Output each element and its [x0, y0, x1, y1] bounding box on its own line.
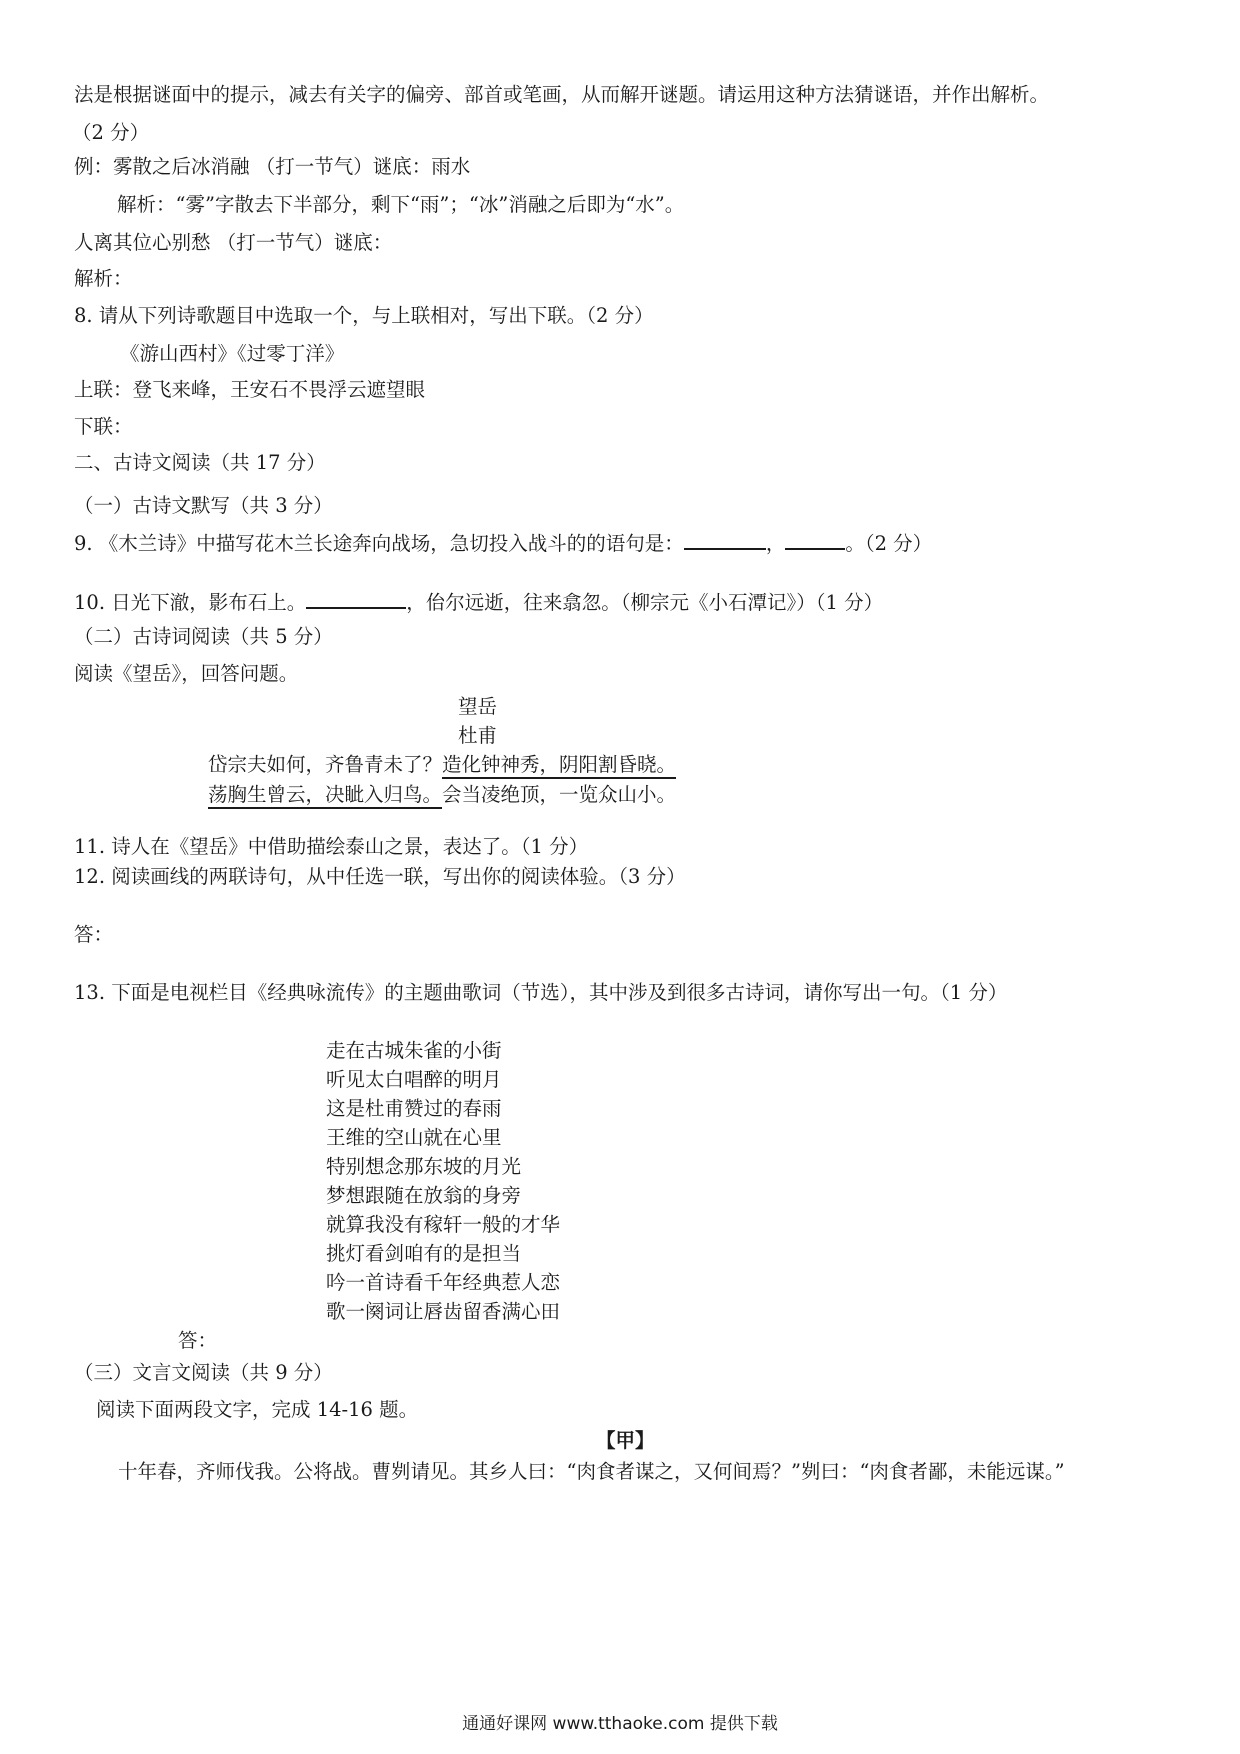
- sub2-instruction: 阅读《望岳》，回答问题。: [74, 662, 299, 685]
- poem-line-1b-underlined: 造化钟神秀，阴阳割昏晓。: [442, 753, 676, 779]
- lyric-line: 特别想念那东坡的月光: [326, 1155, 522, 1178]
- q12-text: 12. 阅读画线的两联诗句，从中任选一联，写出你的阅读体验。（3 分）: [74, 865, 686, 888]
- q13-text: 13. 下面是电视栏目《经典咏流传》的主题曲歌词（节选），其中涉及到很多古诗词，请你写出一句。（1 分）: [74, 981, 1008, 1004]
- q8-upper: 上联：登飞来峰，王安石不畏浮云遮望眼: [74, 378, 426, 401]
- lyric-line: 听见太白唱醉的明月: [326, 1068, 502, 1091]
- section2-title: 二、古诗文阅读（共 17 分）: [74, 451, 326, 474]
- sub1-title: （一）古诗文默写（共 3 分）: [74, 494, 333, 517]
- sub3-instruction: 阅读下面两段文字，完成 14-16 题。: [96, 1398, 419, 1421]
- q7-riddle: 人离其位心别愁 （打一节气）谜底：: [74, 231, 393, 254]
- q7-score: （2 分）: [72, 121, 150, 144]
- lyric-line: 吟一首诗看千年经典惹人恋: [326, 1271, 561, 1294]
- lyric-line: 就算我没有稼轩一般的才华: [326, 1213, 561, 1236]
- lyric-line: 梦想跟随在放翁的身旁: [326, 1184, 522, 1207]
- q10: [74, 589, 883, 616]
- lyric-line: 歌一阕词让唇齿留香满心田: [326, 1300, 561, 1323]
- q9-pre: 9. 《木兰诗》中描写花木兰长途奔向战场，急切投入战斗的的语句是：: [74, 532, 684, 555]
- q7-intro: 法是根据谜面中的提示，减去有关字的偏旁、部首或笔画，从而解开谜题。请运用这种方法猜谜语，并作出解析。: [74, 83, 1050, 106]
- poem-line-1a: 岱宗夫如何，齐鲁青未了？: [208, 753, 443, 776]
- q8-options: 《游山西村》《过零丁洋》: [120, 342, 345, 365]
- poem-line-2a-underlined: 荡胸生曾云，决眦入归鸟。: [208, 783, 442, 809]
- q9: [74, 530, 932, 557]
- lyric-line: 这是杜甫赞过的春雨: [326, 1097, 502, 1120]
- q10-pre: 10. 日光下澈，影布石上。: [74, 591, 307, 614]
- poem-author: 杜甫: [458, 724, 498, 747]
- lyric-line: 王维的空山就在心里: [326, 1126, 502, 1149]
- poem-line-1: [208, 752, 676, 778]
- footer-text: 通通好课网 www.tthaoke.com 提供下载: [462, 1714, 778, 1734]
- q8-text: 8. 请从下列诗歌题目中选取一个，与上联相对，写出下联。（2 分）: [74, 304, 654, 327]
- q8-lower-label: 下联：: [74, 415, 133, 438]
- q7-analysis-label: 解析：: [74, 267, 133, 290]
- q13-answer: 答：: [178, 1329, 218, 1352]
- q11-text: 11. 诗人在《望岳》中借助描绘泰山之景，表达了。（1 分）: [74, 835, 589, 858]
- q9-post: 。（2 分）: [845, 532, 933, 555]
- passage-heading: 【甲】: [596, 1429, 655, 1452]
- sub3-title: （三）文言文阅读（共 9 分）: [74, 1361, 333, 1384]
- poem-line-2b: 会当凌绝顶，一览众山小。: [442, 783, 677, 806]
- lyric-line: 走在古城朱雀的小街: [326, 1039, 502, 1062]
- passage-line-1: 十年春，齐师伐我。公将战。曹刿请见。其乡人曰：“肉食者谋之，又何间焉？”刿曰：“肉食者鄙，未能远谋。”: [118, 1460, 1065, 1483]
- poem-title: 望岳: [458, 695, 498, 718]
- q10-blank[interactable]: [306, 589, 406, 609]
- q10-post: ，佁尔远逝，往来翕忽。（柳宗元《小石潭记》）（1 分）: [406, 591, 884, 614]
- q9-blank-2[interactable]: [785, 530, 845, 550]
- q7-example-analysis: 解析：“雾”字散去下半部分，剩下“雨”；“冰”消融之后即为“水”。: [117, 193, 685, 216]
- lyric-line: 挑灯看剑咱有的是担当: [326, 1242, 522, 1265]
- q9-mid: ，: [765, 532, 786, 555]
- sub2-title: （二）古诗词阅读（共 5 分）: [74, 625, 333, 648]
- q7-example: 例：雾散之后冰消融 （打一节气）谜底：雨水: [74, 155, 471, 178]
- poem-line-2: [208, 782, 676, 808]
- q9-blank-1[interactable]: [684, 530, 766, 550]
- q12-answer: 答：: [74, 923, 114, 946]
